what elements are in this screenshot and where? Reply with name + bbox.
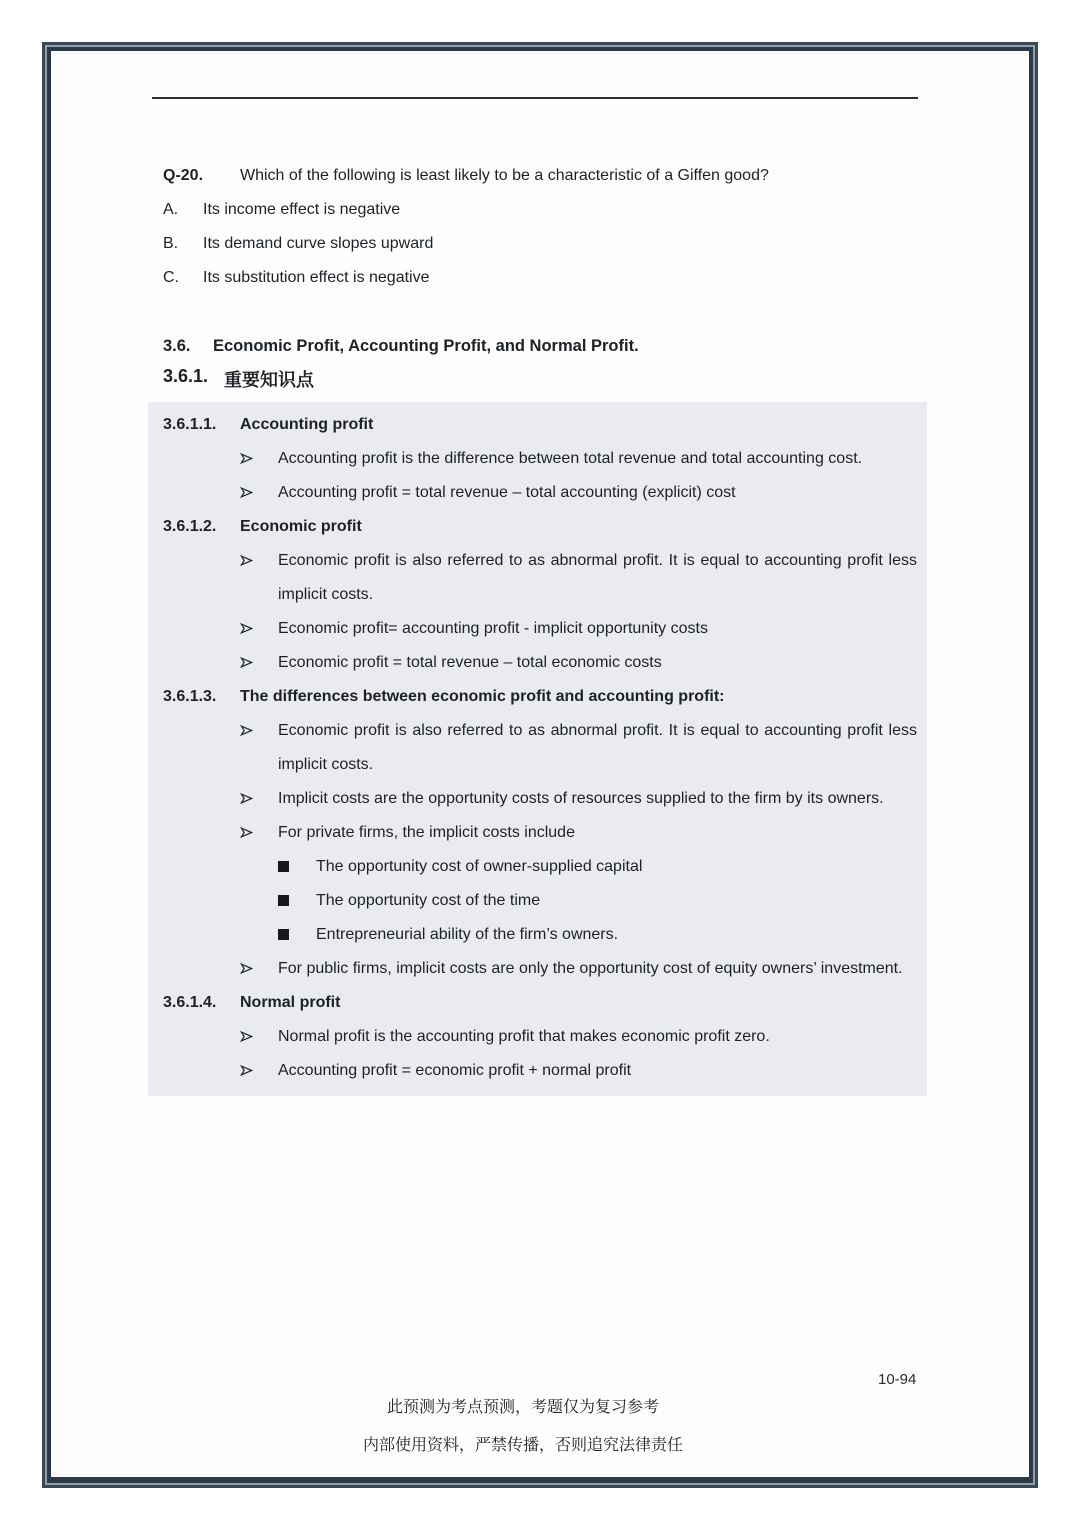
bullet-row bbox=[148, 544, 927, 612]
option-letter: A. bbox=[163, 201, 179, 218]
bullet-text: Economic profit = total revenue – total economic costs bbox=[278, 654, 662, 671]
arrowhead-right-icon bbox=[240, 714, 278, 737]
bullet-text: Economic profit is also referred to as abnormal profit. It is equal to accounting profit less implicit costs. bbox=[278, 722, 917, 773]
arrowhead-right-icon bbox=[240, 1020, 278, 1043]
block-title: The differences between economic profit and accounting profit: bbox=[240, 688, 725, 705]
header-rule bbox=[152, 97, 918, 99]
arrowhead-right-icon bbox=[240, 544, 278, 567]
arrowhead-right-icon bbox=[240, 476, 278, 499]
bullet-text: Economic profit is also referred to as abnormal profit. It is equal to accounting profit less implicit costs. bbox=[278, 552, 917, 603]
option-row-a bbox=[163, 199, 933, 221]
bullet-text: For public firms, implicit costs are only the opportunity cost of equity owners’ investment. bbox=[278, 960, 903, 977]
sub-bullet-row bbox=[148, 850, 927, 884]
block-title: Normal profit bbox=[240, 994, 341, 1011]
knowledge-box bbox=[148, 402, 927, 1096]
bullet-row bbox=[148, 952, 927, 986]
arrowhead-right-icon bbox=[240, 782, 278, 805]
bullet-row bbox=[148, 646, 927, 680]
section-number: 3.6. bbox=[163, 337, 191, 355]
block-heading bbox=[148, 986, 927, 1020]
block-number: 3.6.1.1. bbox=[163, 416, 217, 433]
section-heading-3-6 bbox=[163, 337, 639, 356]
option-letter: C. bbox=[163, 269, 179, 286]
question-line bbox=[163, 164, 933, 188]
option-row-b bbox=[163, 233, 933, 255]
sub-bullet-row bbox=[148, 884, 927, 918]
bullet-text: Entrepreneurial ability of the firm’s owners. bbox=[316, 926, 619, 943]
subsection-number: 3.6.1. bbox=[163, 366, 209, 386]
sub-bullet-row bbox=[148, 918, 927, 952]
bullet-text: Accounting profit = total revenue – total accounting (explicit) cost bbox=[278, 484, 736, 501]
option-row-c bbox=[163, 267, 933, 289]
question-text: Which of the following is least likely to be a characteristic of a Giffen good? bbox=[240, 167, 769, 184]
bullet-row bbox=[148, 476, 927, 510]
bullet-text: Implicit costs are the opportunity costs of resources supplied to the firm by its owners. bbox=[278, 790, 884, 807]
option-text: Its income effect is negative bbox=[203, 201, 401, 218]
bullet-text: Accounting profit is the difference between total revenue and total accounting cost. bbox=[278, 450, 863, 467]
arrowhead-right-icon bbox=[240, 646, 278, 669]
option-text: Its demand curve slopes upward bbox=[203, 235, 434, 252]
bullet-text: For private firms, the implicit costs include bbox=[278, 824, 575, 841]
footer-line-2: 内部使用资料，严禁传播，否则追究法律责任 bbox=[362, 1437, 683, 1454]
page-number: 10-94 bbox=[878, 1371, 917, 1388]
arrowhead-right-icon bbox=[240, 442, 278, 465]
section-title: Economic Profit, Accounting Profit, and Normal Profit. bbox=[213, 337, 639, 355]
arrowhead-right-icon bbox=[240, 816, 278, 839]
bullet-row bbox=[148, 782, 927, 816]
block-number: 3.6.1.4. bbox=[163, 994, 217, 1011]
bullet-text: Normal profit is the accounting profit that makes economic profit zero. bbox=[278, 1028, 770, 1045]
block-number: 3.6.1.3. bbox=[163, 688, 217, 705]
bullet-row bbox=[148, 442, 927, 476]
block-number: 3.6.1.2. bbox=[163, 518, 217, 535]
filled-square-icon bbox=[278, 884, 316, 906]
footer-disclaimer bbox=[0, 1396, 1046, 1472]
bullet-text: Economic profit= accounting profit - implicit opportunity costs bbox=[278, 620, 708, 637]
bullet-text: The opportunity cost of owner-supplied capital bbox=[316, 858, 643, 875]
block-heading bbox=[148, 510, 927, 544]
footer-line-1: 此预测为考点预测，考题仅为复习参考 bbox=[386, 1399, 659, 1416]
filled-square-icon bbox=[278, 918, 316, 940]
arrowhead-right-icon bbox=[240, 1054, 278, 1077]
bullet-text: Accounting profit = economic profit + normal profit bbox=[278, 1062, 632, 1079]
bullet-row bbox=[148, 612, 927, 646]
question-block bbox=[163, 164, 933, 301]
bullet-row bbox=[148, 714, 927, 782]
block-title: Economic profit bbox=[240, 518, 362, 535]
bullet-row bbox=[148, 816, 927, 850]
bullet-row bbox=[148, 1054, 927, 1088]
section-heading-3-6-1 bbox=[163, 366, 314, 392]
bullet-row bbox=[148, 1020, 927, 1054]
block-heading bbox=[148, 408, 927, 442]
block-heading bbox=[148, 680, 927, 714]
bullet-text: The opportunity cost of the time bbox=[316, 892, 541, 909]
question-id: Q-20. bbox=[163, 167, 204, 184]
option-letter: B. bbox=[163, 235, 179, 252]
block-title: Accounting profit bbox=[240, 416, 374, 433]
option-text: Its substitution effect is negative bbox=[203, 269, 430, 286]
subsection-title: 重要知识点 bbox=[224, 370, 314, 390]
filled-square-icon bbox=[278, 850, 316, 872]
arrowhead-right-icon bbox=[240, 612, 278, 635]
arrowhead-right-icon bbox=[240, 952, 278, 975]
